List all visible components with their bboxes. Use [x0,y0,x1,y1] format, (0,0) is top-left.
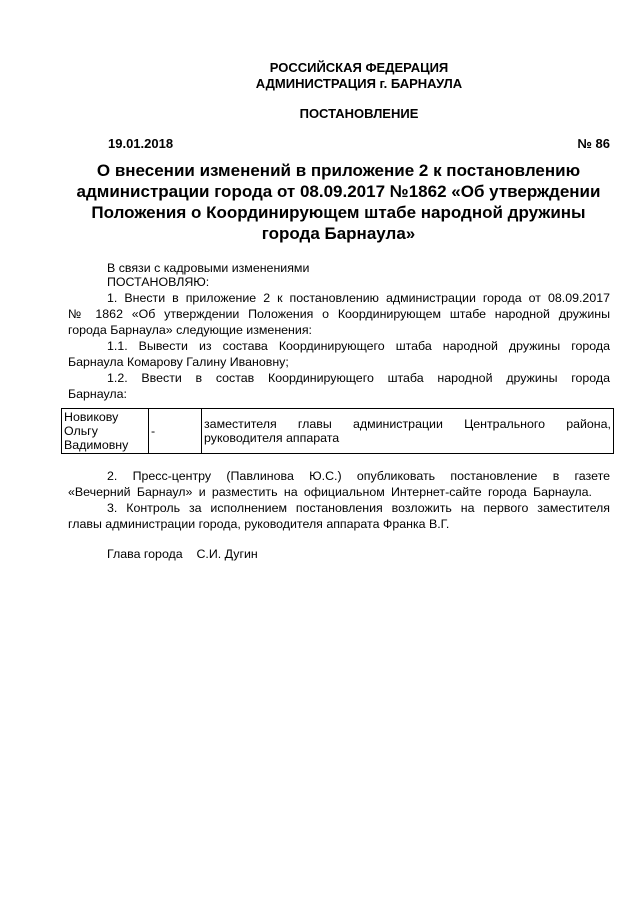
paragraph-1-2-line: 1.2. Ввести в состав Координирующего штаба народной дружины города [107,371,610,385]
person-name-cell [62,409,149,454]
title-line: администрации города от 08.09.2017 №1862 «Об утверждении [76,182,601,201]
person-name-line: Вадимовну [64,438,129,452]
person-name-line: Ольгу [64,424,98,438]
header-administration: АДМИНИСТРАЦИЯ г. БАРНАУЛА [255,76,463,91]
paragraph-2-line: 2. Пресс-центру (Павлинова Ю.С.) опубликовать постановление в газете [107,469,610,483]
paragraph-3-line: главы администрации города, руководителя аппарата Франка В.Г. [68,517,450,531]
person-name-line: Новикову [64,410,119,424]
paragraph-1-1-line: 1.1. Вывести из состава Координирующего штаба народной дружины города [107,339,610,353]
title-line: города Барнаула» [261,224,416,243]
title-line: Положения о Координирующем штабе народной дружины [91,203,586,222]
dash-cell: - [149,409,202,454]
document-date: 19.01.2018 [108,136,174,151]
paragraph-1-line: № 1862 «Об утверждении Положения о Координирующем штабе народной дружины [68,307,610,321]
paragraph-1-1-line: Барнаула Комарову Галину Ивановну; [68,355,289,369]
header-country: РОССИЙСКАЯ ФЕДЕРАЦИЯ [269,60,449,75]
decree-word: ПОСТАНОВЛЯЮ: [107,275,210,289]
paragraph-1-2-line: Барнаула: [68,387,127,401]
position-cell [202,409,614,454]
paragraph-2-line: «Вечерний Барнаул» и разместить на официальном Интернет-сайте города Барнаула. [68,485,592,499]
paragraph-1-line: города Барнаула» следующие изменения: [68,323,312,337]
position-line: заместителя главы администрации Центрального района, [204,417,611,431]
document-type: ПОСТАНОВЛЕНИЕ [299,106,419,121]
paragraph-3-line: 3. Контроль за исполнением постановления возложить на первого заместителя [107,501,610,515]
title-line: О внесении изменений в приложение 2 к постановлению [96,161,581,180]
document-title [66,160,611,244]
position-line: руководителя аппарата [204,431,340,445]
document-number: № 86 [577,136,610,151]
table-row [62,409,614,454]
paragraph-1-line: 1. Внести в приложение 2 к постановлению администрации города от 08.09.2017 [107,291,610,305]
intro-text: В связи с кадровыми изменениями [107,261,310,275]
staff-table [61,408,614,454]
signature-line: Глава города С.И. Дугин [107,547,258,561]
